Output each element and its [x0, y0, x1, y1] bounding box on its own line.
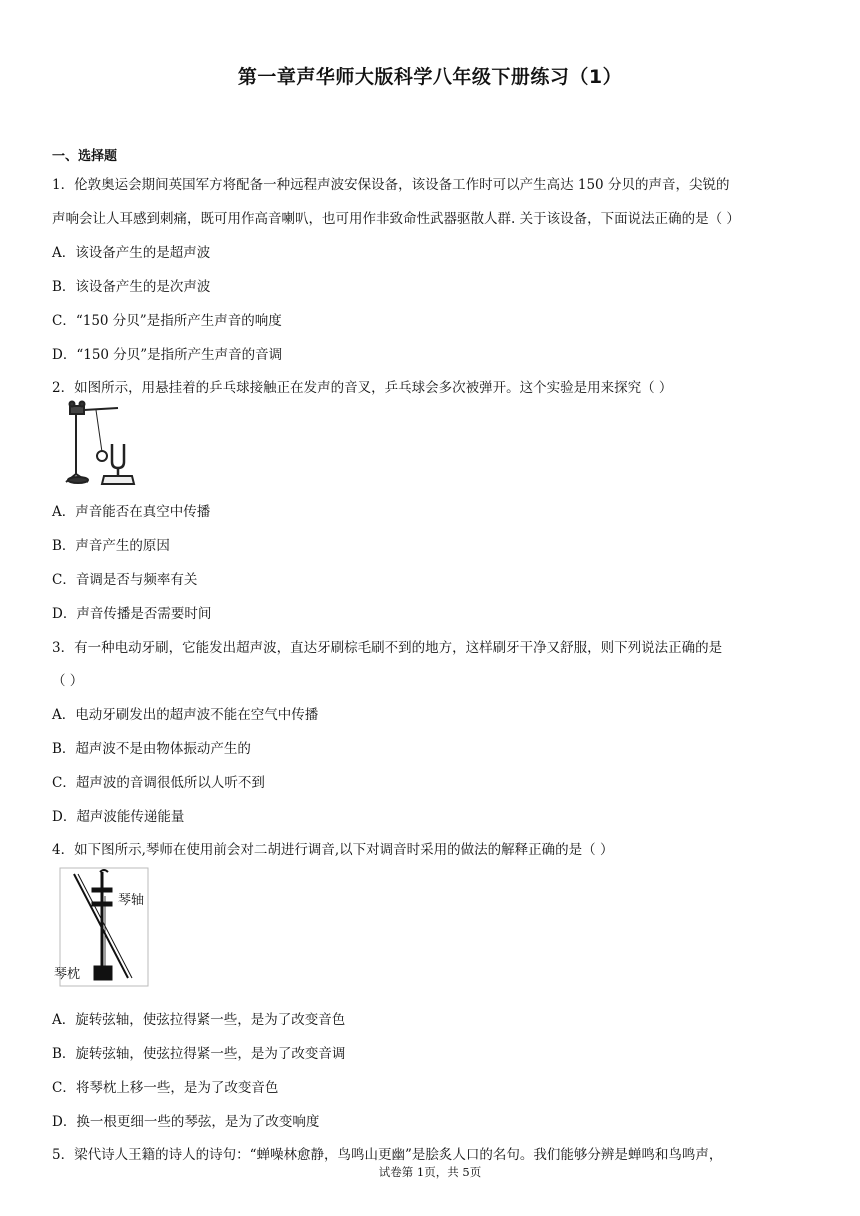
- question-2-option-c: C．音调是否与频率有关: [52, 572, 198, 588]
- erhu-figure: [52, 866, 152, 990]
- page-footer: 试卷第 1页，共 5页: [378, 1165, 482, 1179]
- erhu-label-nut: 琴枕: [54, 967, 81, 982]
- question-3-stem-line-2: （ ）: [52, 673, 84, 689]
- question-2-stem-line-1: 2．如图所示，用悬挂着的乒乓球接触正在发声的音叉，乒乓球会多次被弹开。这个实验是用来探究（ ）: [52, 380, 673, 396]
- question-3-option-c: C．超声波的音调很低所以人听不到: [52, 775, 265, 791]
- question-1-option-a: A．该设备产生的是超声波: [52, 245, 211, 261]
- question-1-stem-line-1: 1．伦敦奥运会期间英国军方将配备一种远程声波安保设备，该设备工作时可以产生高达 150 分贝的声音，尖锐的: [52, 177, 730, 193]
- section-heading: 一、选择题: [52, 149, 118, 164]
- question-3-option-d: D．超声波能传递能量: [52, 809, 185, 825]
- question-4-option-b: B．旋转弦轴，使弦拉得紧一些，是为了改变音调: [52, 1046, 346, 1062]
- question-1-option-b: B．该设备产生的是次声波: [52, 279, 211, 295]
- question-2-option-b: B．声音产生的原因: [52, 538, 170, 554]
- tuning-fork-figure: [62, 400, 150, 488]
- page-title: 第一章声华师大版科学八年级下册练习（1）: [237, 66, 623, 88]
- question-4-option-c: C．将琴枕上移一些，是为了改变音色: [52, 1080, 279, 1096]
- question-4-option-a: A．旋转弦轴，使弦拉得紧一些，是为了改变音色: [52, 1012, 346, 1028]
- question-2-option-d: D．声音传播是否需要时间: [52, 606, 212, 622]
- question-4-option-d: D．换一根更细一些的琴弦，是为了改变响度: [52, 1114, 320, 1130]
- question-3-stem-line-1: 3．有一种电动牙刷，它能发出超声波，直达牙刷棕毛刷不到的地方，这样刷牙干净又舒服，则下列说法正确的是: [52, 640, 723, 656]
- question-2-option-a: A．声音能否在真空中传播: [52, 504, 211, 520]
- question-1-option-c: C．“150 分贝”是指所产生声音的响度: [52, 313, 282, 329]
- erhu-label-peg: 琴轴: [118, 893, 145, 908]
- question-1-stem-line-2: 声响会让人耳感到刺痛，既可用作高音喇叭，也可用作非致命性武器驱散人群. 关于该设备，下面说法正确的是（ ）: [52, 211, 740, 227]
- question-3-option-b: B．超声波不是由物体振动产生的: [52, 741, 251, 757]
- question-1-option-d: D．“150 分贝”是指所产生声音的音调: [52, 347, 283, 363]
- question-3-option-a: A．电动牙刷发出的超声波不能在空气中传播: [52, 707, 319, 723]
- question-5-stem-line-1: 5．梁代诗人王籍的诗人的诗句：“蝉噪林愈静，鸟鸣山更幽”是脍炙人口的名句。我们能够分辨是蝉鸣和鸟鸣声，: [52, 1147, 723, 1163]
- question-4-stem-line-1: 4．如下图所示,琴师在使用前会对二胡进行调音,以下对调音时采用的做法的解释正确的是（ ）: [52, 842, 614, 858]
